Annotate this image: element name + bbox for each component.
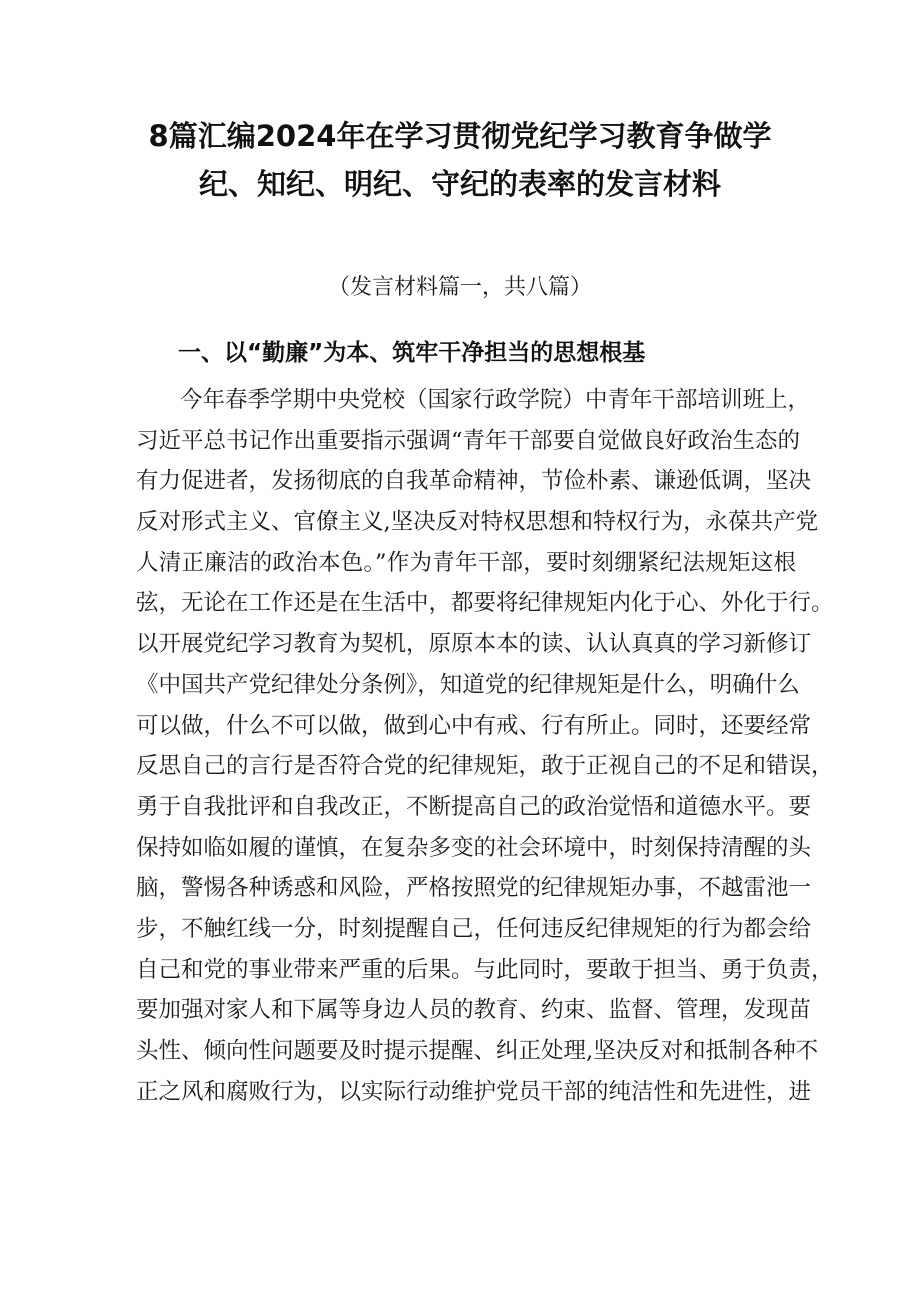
section-heading: 一、以“勤廉”为本、筑牢干净担当的思想根基 [178,340,646,366]
paragraph-line: 勇于自我批评和自我改正，不断提高自己的政治觉悟和道德水平。要 [136,793,812,820]
paragraph-line: 《中国共产党纪律处分条例》，知道党的纪律规矩是什么，明确什么 [136,671,800,698]
paragraph-line: 正之风和腐败行为，以实际行动维护党员干部的纯洁性和先进性，进 [136,1078,812,1105]
paragraph-line: 有力促进者，发扬彻底的自我革命精神，节俭朴素、谦逊低调，坚决 [136,468,812,495]
paragraph-line: 步，不触红线一分，时刻提醒自己，任何违反纪律规矩的行为都会给 [136,915,812,942]
paragraph-line: 脑，警惕各种诱惑和风险，严格按照党的纪律规矩办事，不越雷池一 [136,875,812,902]
document-subtitle: （发言材料篇一，共八篇） [327,275,592,300]
paragraph-line: 头性、倾向性问题要及时提示提醒、纠正处理,坚决反对和抵制各种不 [136,1038,819,1064]
paragraph-line: 以开展党纪学习教育为契机，原原本本的读、认认真真的学习新修订 [136,631,812,658]
paragraph-line: 自己和党的事业带来严重的后果。与此同时，要敢于担当、勇于负责， [136,956,834,983]
paragraph-line: 弦，无论在工作还是在生活中，都要将纪律规矩内化于心、外化于行。 [136,590,834,617]
paragraph-line: 保持如临如履的谨慎，在复杂多变的社会环境中，时刻保持清醒的头 [136,834,812,861]
paragraph-line: 反思自己的言行是否符合党的纪律规矩，敢于正视自己的不足和错误， [136,753,834,780]
body-paragraph [136,380,834,1112]
paragraph-line: 反对形式主义、官僚主义,坚决反对特权思想和特权行为，永葆共产党 [136,509,819,536]
document-title-line-2: 纪、知纪、明纪、守纪的表率的发言材料 [198,167,721,201]
paragraph-line: 可以做，什么不可以做，做到心中有戒、行有所止。同时，还要经常 [136,712,812,739]
document-title-line-1: 8篇汇编2024年在学习贯彻党纪学习教育争做学 [148,119,772,153]
paragraph-line: 今年春季学期中央党校（国家行政学院）中青年干部培训班上， [180,387,811,413]
paragraph-line: 要加强对家人和下属等身边人员的教育、约束、监督、管理，发现苗 [136,997,812,1024]
paragraph-line: 习近平总书记作出重要指示强调“青年干部要自觉做良好政治生态的 [136,427,801,454]
paragraph-line: 人清正廉洁的政治本色。”作为青年干部，要时刻绷紧纪法规矩这根 [136,549,796,576]
